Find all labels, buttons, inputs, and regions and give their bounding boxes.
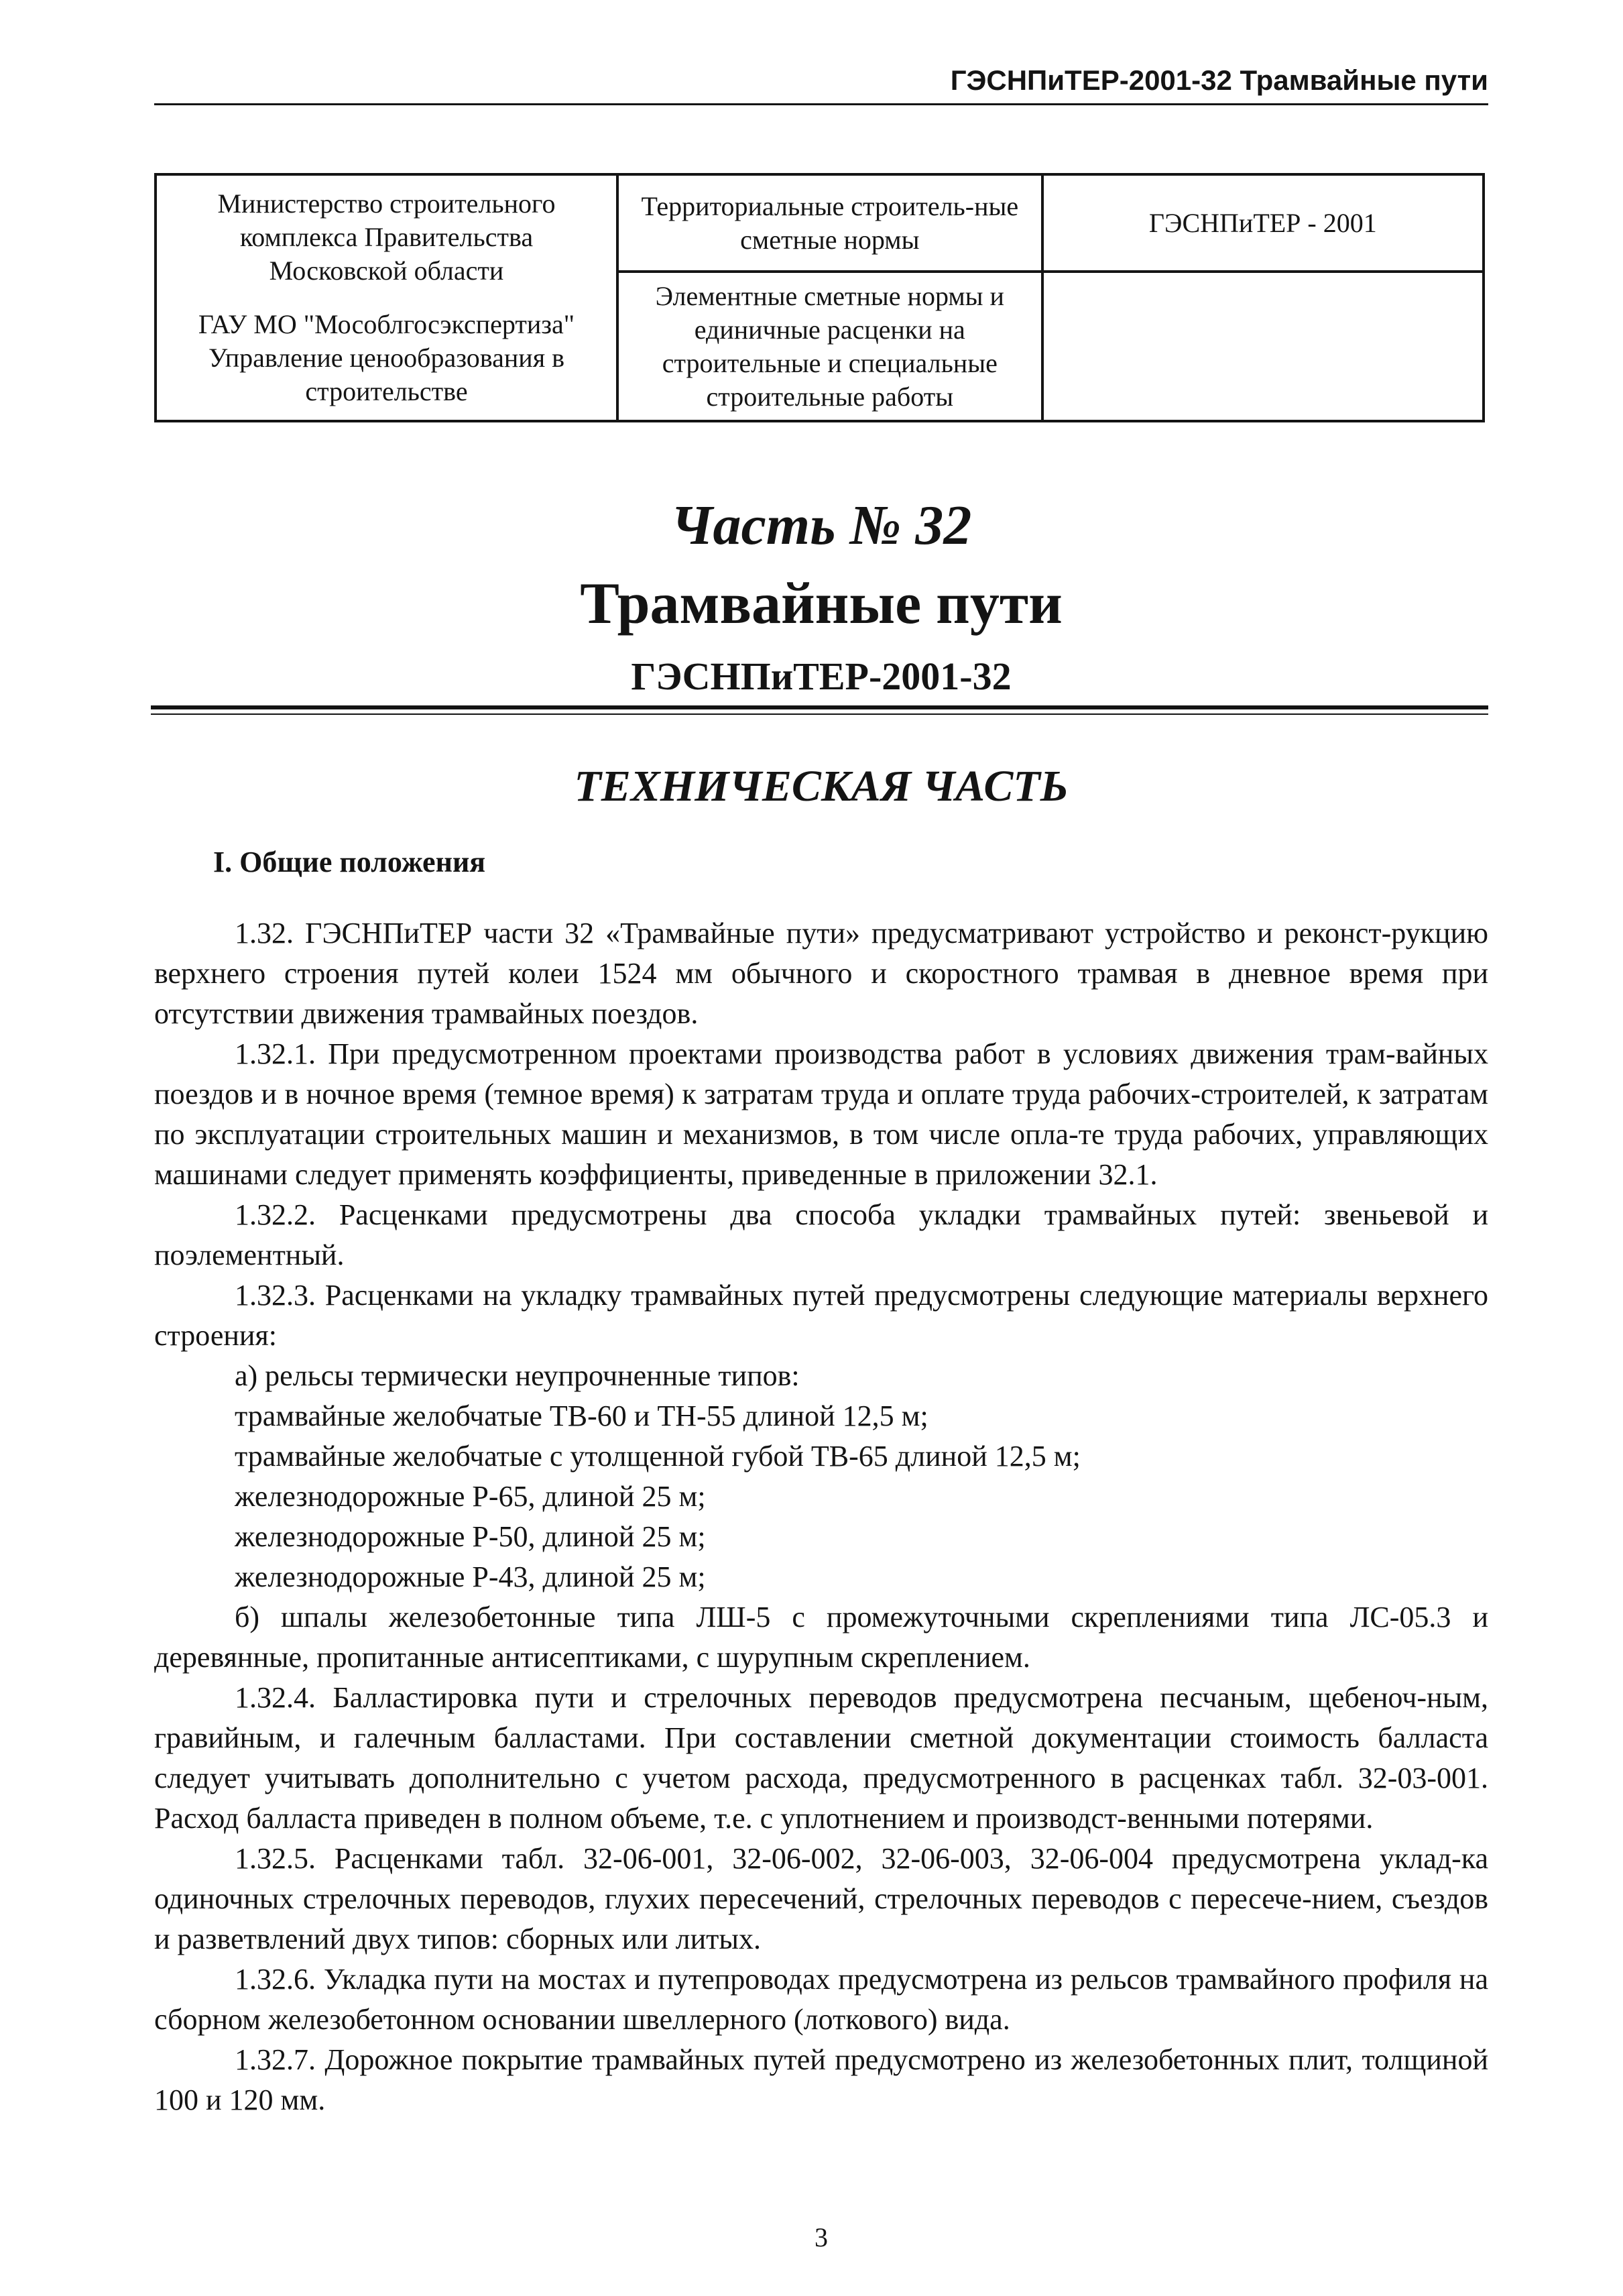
paragraph: 1.32.6. Укладка пути на мостах и путепроводах предусмотрена из рельсов трамвайного профиля на сборном железобетонном основании швеллерного (лоткового) вида. [154,1963,1488,2036]
department-name: Управление ценообразования в строительстве [208,343,564,406]
running-header: ГЭСНПиТЕР-2001-32 Трамвайные пути [950,64,1488,96]
list-item: железнодорожные Р-65, длиной 25 м; [235,1480,706,1513]
paragraph: б) шпалы железобетонные типа ЛШ-5 с промежуточными скреплениями типа ЛС-05.3 и деревянные, пропитанные антисептиками, с шурупным скреплением. [154,1601,1488,1674]
header-rule [154,103,1488,105]
header-cell-empty [1042,272,1484,421]
paragraph: 1.32.5. Расценками табл. 32-06-001, 32-06-002, 32-06-003, 32-06-004 предусмотрена уклад-ка одиночных стрелочных переводов, глухих пересечений, стрелочных переводов с пересече-нием, съездов и разветвлений двух типов: сборных или литых. [154,1842,1488,1955]
paragraph: 1.32.7. Дорожное покрытие трамвайных путей предусмотрено из железобетонных плит, толщиной 100 и 120 мм. [154,2043,1488,2116]
title-rule-thin [151,713,1488,715]
paragraph: 1.32. ГЭСНПиТЕР части 32 «Трамвайные пути» предусматривают устройство и реконст-рукцию верхнего строения путей колеи 1524 мм обычного и скоростного трамвая в дневное время при отсутствии движения трамвайных поездов. [154,917,1488,1030]
list-item: железнодорожные Р-50, длиной 25 м; [235,1520,706,1553]
ministry-name: Министерство строительного комплекса Правительства Московской области [217,188,556,286]
header-cell-code: ГЭСНПиТЕР - 2001 [1042,174,1484,272]
paragraph: 1.32.1. При предусмотренном проектами производства работ в условиях движения трам-вайных поездов и в ночное время (темное время) к затратам труда и оплате труда рабочих-строителей, к затратам по эксплуатации строительных машин и механизмов, в том числе опла-те труда рабочих, управляющих машинами следует применять коэффициенты, приведенные в приложении 32.1. [154,1037,1488,1191]
part-code: ГЭСНПиТЕР-2001-32 [631,654,1012,698]
header-table [154,173,1485,422]
header-cell-norm-type: Территориальные строитель-ные сметные нормы [617,174,1042,272]
part-title: Трамвайные пути [580,571,1063,636]
paragraph: 1.32.4. Балластировка пути и стрелочных переводов предусмотрена песчаным, щебеноч-ным, гравийным, и галечным балластами. При составлении сметной документации стоимость балласта следует учитывать дополнительно с учетом расхода, предусмотренного в расценках табл. 32-03-001. Расход балласта приведен в полном объеме, т.е. с уплотнением и производст-венными потерями. [154,1681,1488,1835]
body-text [154,913,1488,2120]
section-heading: I. Общие положения [213,846,486,878]
part-label: Часть № 32 [670,494,972,557]
header-cell-organization [156,174,617,421]
list-item: трамвайные желобчатые ТВ-60 и ТН-55 длиной 12,5 м; [235,1399,928,1432]
header-cell-norm-description: Элементные сметные нормы и единичные расценки на строительные и специальные строительные работы [617,272,1042,421]
technical-part-heading: ТЕХНИЧЕСКАЯ ЧАСТЬ [574,762,1069,811]
paragraph: 1.32.2. Расценками предусмотрены два способа укладки трамвайных путей: звеньевой и поэлементный. [154,1198,1488,1271]
agency-name: ГАУ МО "Мособлгосэкспертиза" [198,309,575,339]
list-item: железнодорожные Р-43, длиной 25 м; [235,1560,706,1593]
list-item: трамвайные желобчатые с утолщенной губой ТВ-65 длиной 12,5 м; [235,1440,1081,1473]
paragraph: 1.32.3. Расценками на укладку трамвайных путей предусмотрены следующие материалы верхнего строения: [154,1279,1488,1352]
page-number: 3 [815,2222,828,2252]
title-rule-thick [151,705,1488,709]
list-item: а) рельсы термически неупрочненные типов: [235,1359,800,1392]
